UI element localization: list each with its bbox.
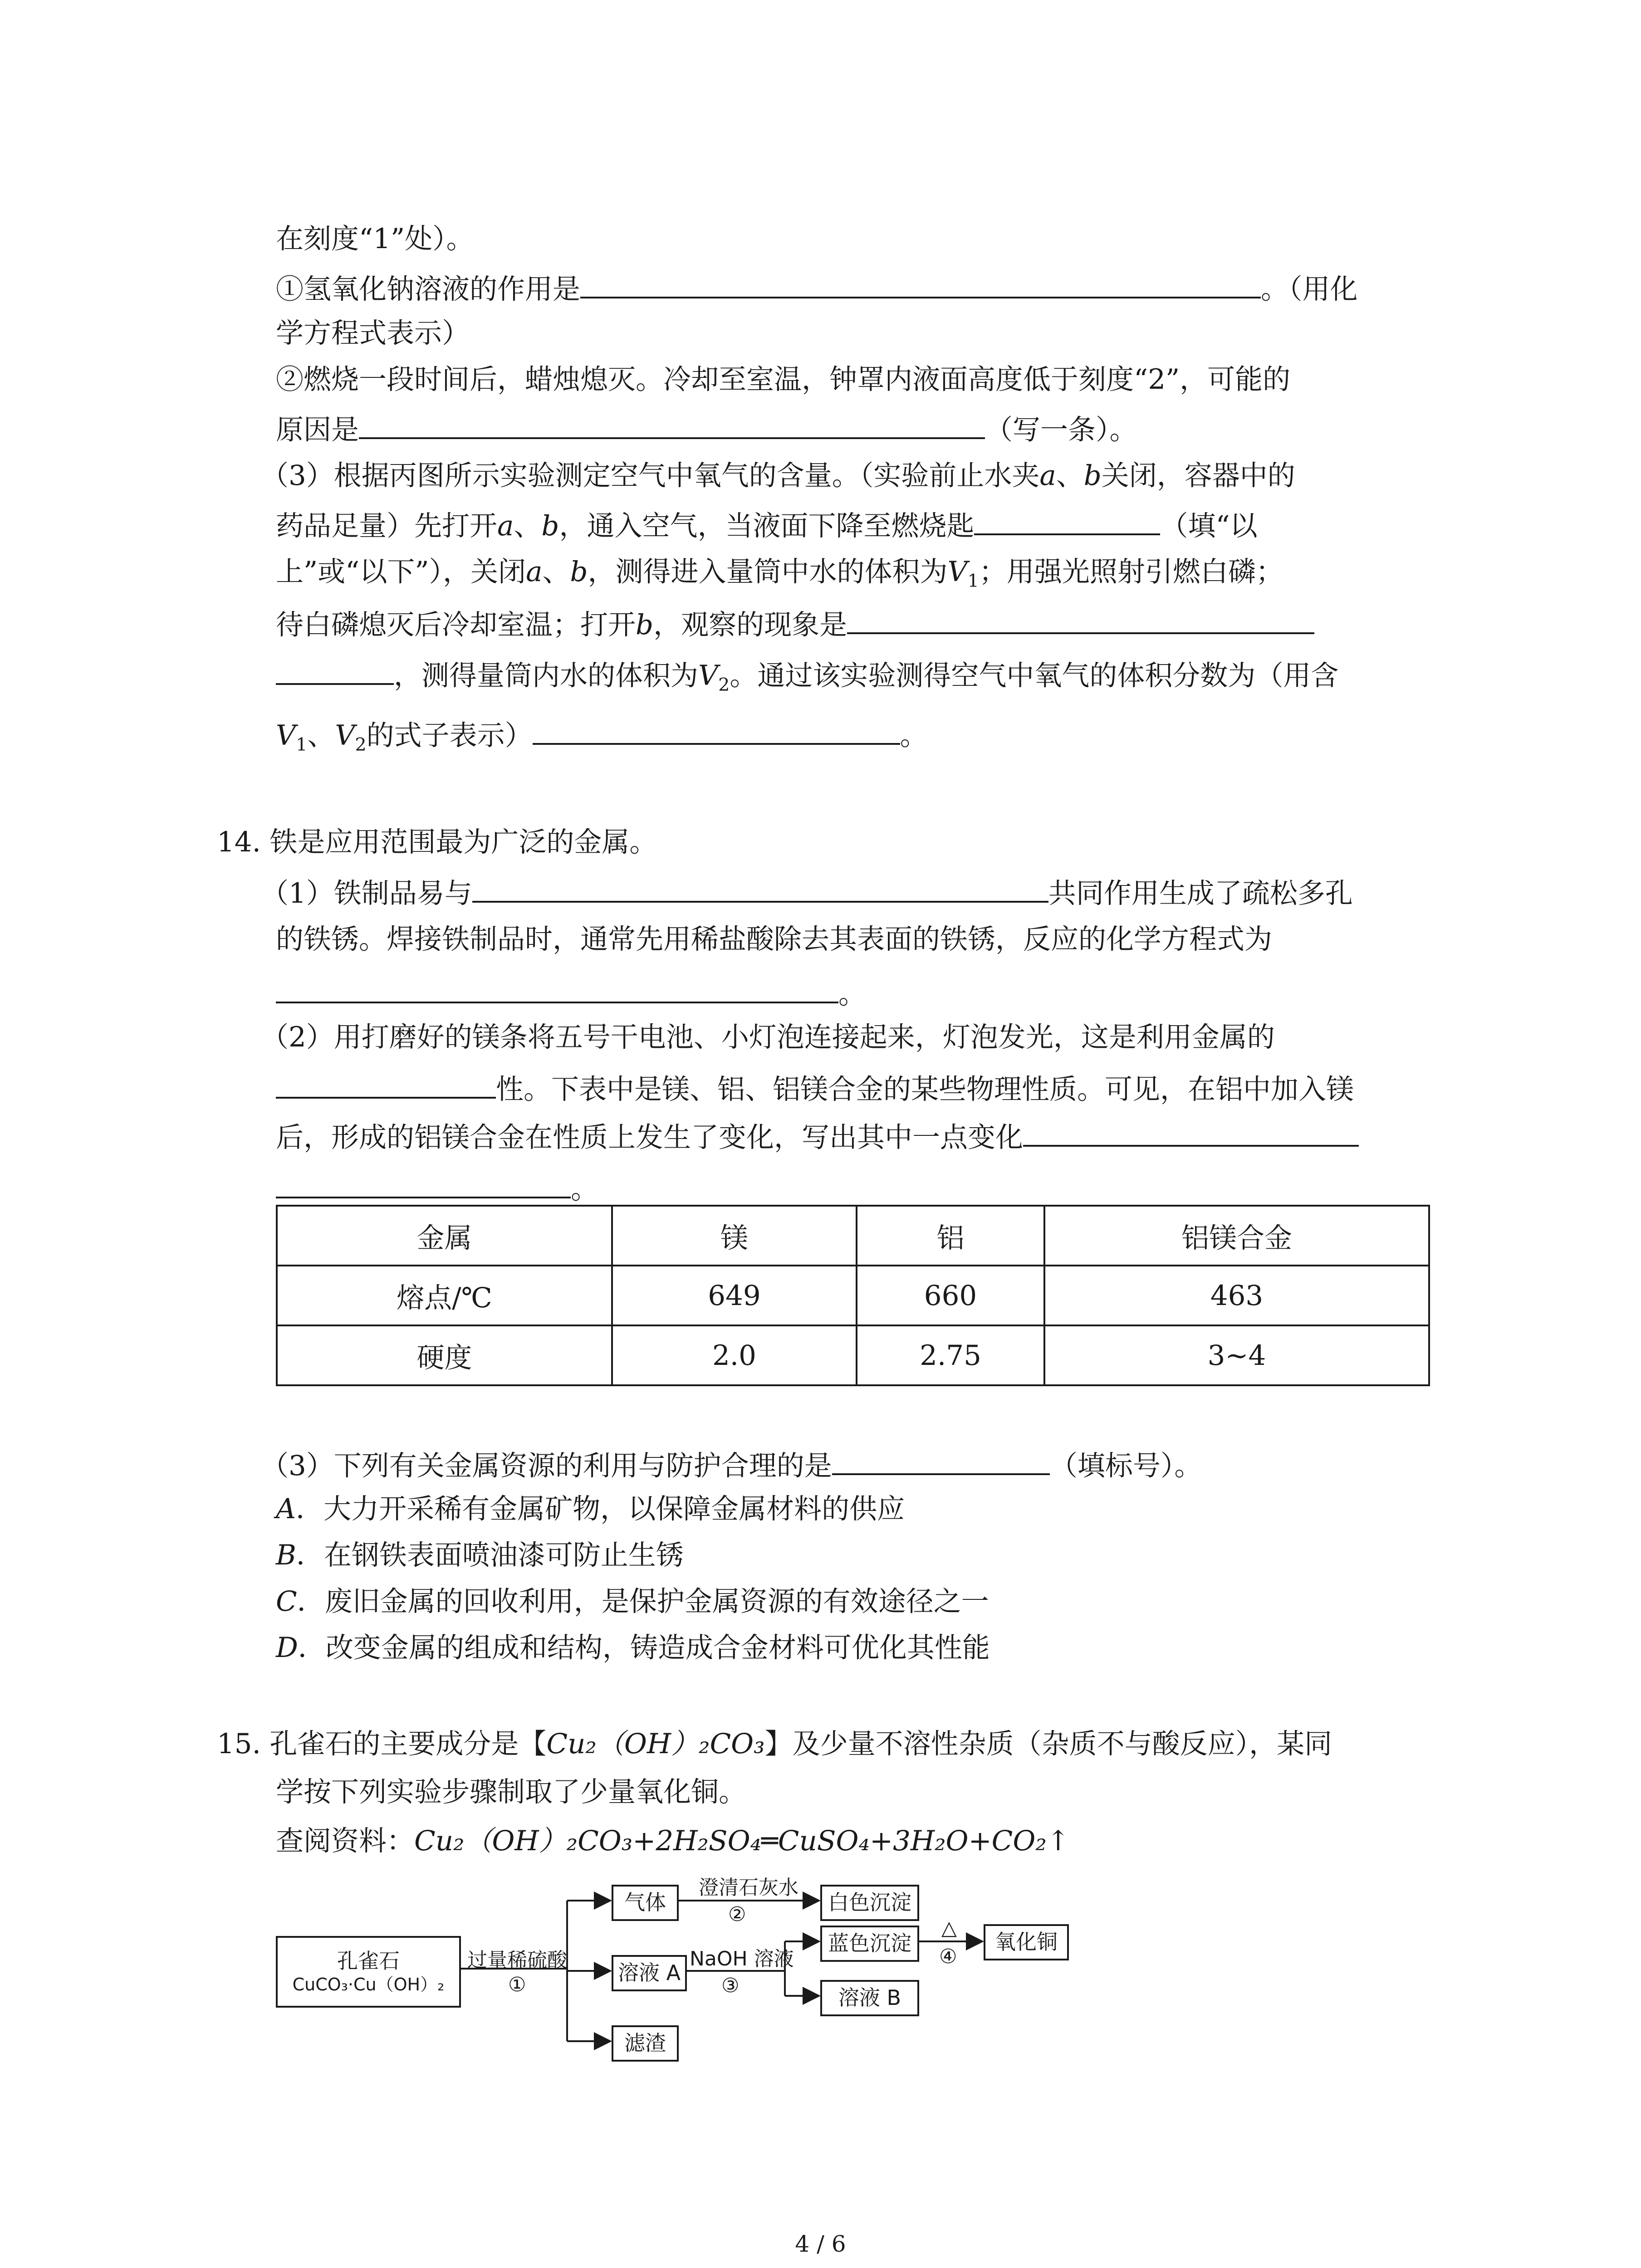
table-header-cell: 铝镁合金 [1044, 1206, 1429, 1266]
table-header-cell: 镁 [612, 1206, 857, 1266]
table-cell: 463 [1044, 1266, 1429, 1325]
flow-step1-label: 过量稀硫酸 [467, 1949, 567, 1972]
flow-solution-b-box: 溶液 B [820, 1980, 919, 2016]
q13-part3-line5: ，测得量筒内水的体积为$V_2$。通过该实验测得空气中氧气的体积分数为（用含 [276, 657, 1338, 696]
flow-step1-num: ① [508, 1973, 526, 1996]
q13-part3-line2: 药品足量）先打开a、b，通入空气，当液面下降至燃烧匙 （填“以 [276, 507, 1258, 543]
table-cell: 660 [857, 1266, 1044, 1325]
flow-gas-box: 气体 [612, 1885, 679, 1921]
option-b: B．在钢铁表面喷油漆可防止生锈 [276, 1539, 684, 1571]
q13-part2-line2: 原因是 （写一条）。 [276, 411, 1137, 446]
flow-blue-ppt-box: 蓝色沉淀 [820, 1926, 919, 1962]
flow-step2-label: 澄清石灰水 [699, 1876, 798, 1899]
q13-part3-line3: 上”或“以下”），关闭a、b，测得进入量筒中水的体积为$V_1$；用强光照射引燃白磷； [276, 556, 1283, 592]
q13-line-continue: 在刻度“1”处）。 [276, 223, 474, 255]
table-cell: 硬度 [277, 1325, 612, 1385]
q14-part3-line: （3）下列有关金属资源的利用与防护合理的是 （填标号）。 [261, 1447, 1202, 1482]
table-cell: 熔点/℃ [277, 1266, 612, 1325]
table-cell: 649 [612, 1266, 857, 1325]
q13-part3-line6: $V_1$、$V_2$的式子表示） 。 [276, 717, 928, 756]
table-cell: 3~4 [1044, 1325, 1429, 1385]
q15-reference: 查阅资料：Cu₂（OH）₂CO₃+2H₂SO₄═CuSO₄+3H₂O+CO₂↑ [276, 1825, 1070, 1857]
q14-part2-line4: 。 [276, 1170, 598, 1206]
q13-part3-line1: （3）根据丙图所示实验测定空气中氧气的含量。（实验前止水夹a、b关闭，容器中的 [261, 459, 1295, 492]
table-cell: 2.0 [612, 1325, 857, 1385]
q15-line1: 15. 孔雀石的主要成分是【Cu₂（OH）₂CO₃】及少量不溶性杂质（杂质不与酸反应），某同 [217, 1728, 1332, 1760]
flow-start-name: 孔雀石 [337, 1948, 400, 1973]
flow-product-box: 氧化铜 [984, 1924, 1069, 1960]
flow-residue-box: 滤渣 [612, 2025, 679, 2062]
q14-part1-line3: 。 [276, 975, 866, 1011]
flow-step4-label: △ [941, 1916, 957, 1940]
option-d: D．改变金属的组成和结构，铸造成合金材料可优化其性能 [276, 1632, 990, 1664]
q14-part1-line2: 的铁锈。焊接铁制品时，通常先用稀盐酸除去其表面的铁锈，反应的化学方程式为 [276, 923, 1273, 955]
flow-start-formula: CuCO₃·Cu（OH）₂ [292, 1975, 445, 1994]
flow-white-ppt-box: 白色沉淀 [820, 1885, 919, 1921]
flow-start-box [276, 1936, 461, 2008]
flow-step4-num: ④ [939, 1945, 957, 1968]
flow-step3-num: ③ [721, 1974, 740, 1997]
option-c: C．废旧金属的回收利用，是保护金属资源的有效途径之一 [276, 1585, 989, 1618]
table-cell: 2.75 [857, 1325, 1044, 1385]
flow-step2-num: ② [728, 1903, 746, 1926]
q13-part2-line: ②燃烧一段时间后，蜡烛熄灭。冷却至室温，钟罩内液面高度低于刻度“2”，可能的 [276, 363, 1291, 396]
q14-title: 14. 铁是应用范围最为广泛的金属。 [217, 826, 657, 858]
q14-part2-line2: 性。下表中是镁、铝、铝镁合金的某些物理性质。可见，在铝中加入镁 [276, 1070, 1354, 1106]
table-header-cell: 金属 [277, 1206, 612, 1266]
q15-line2: 学按下列实验步骤制取了少量氧化铜。 [276, 1776, 747, 1808]
q14-part1-line1: （1）铁制品易与 共同作用生成了疏松多孔 [261, 875, 1353, 910]
q14-part2-line1: （2）用打磨好的镁条将五号干电池、小灯泡连接起来，灯泡发光，这是利用金属的 [261, 1021, 1275, 1053]
flow-solution-a-box: 溶液 A [612, 1955, 687, 1991]
q13-part1-line: ①氢氧化钠溶液的作用是 。（用化 [276, 270, 1358, 306]
table-header-cell: 铝 [857, 1206, 1044, 1266]
option-a: A．大力开采稀有金属矿物，以保障金属材料的供应 [276, 1493, 905, 1525]
page-number: 4 / 6 [795, 2231, 846, 2257]
q14-part2-line3: 后，形成的铝镁合金在性质上发生了变化，写出其中一点变化 [276, 1119, 1359, 1154]
q13-part3-line4: 待白磷熄灭后冷却室温；打开b，观察的现象是 [276, 606, 1314, 641]
flow-step3-label: NaOH 溶液 [690, 1947, 794, 1970]
q13-part1-line2: 学方程式表示） [276, 317, 470, 349]
